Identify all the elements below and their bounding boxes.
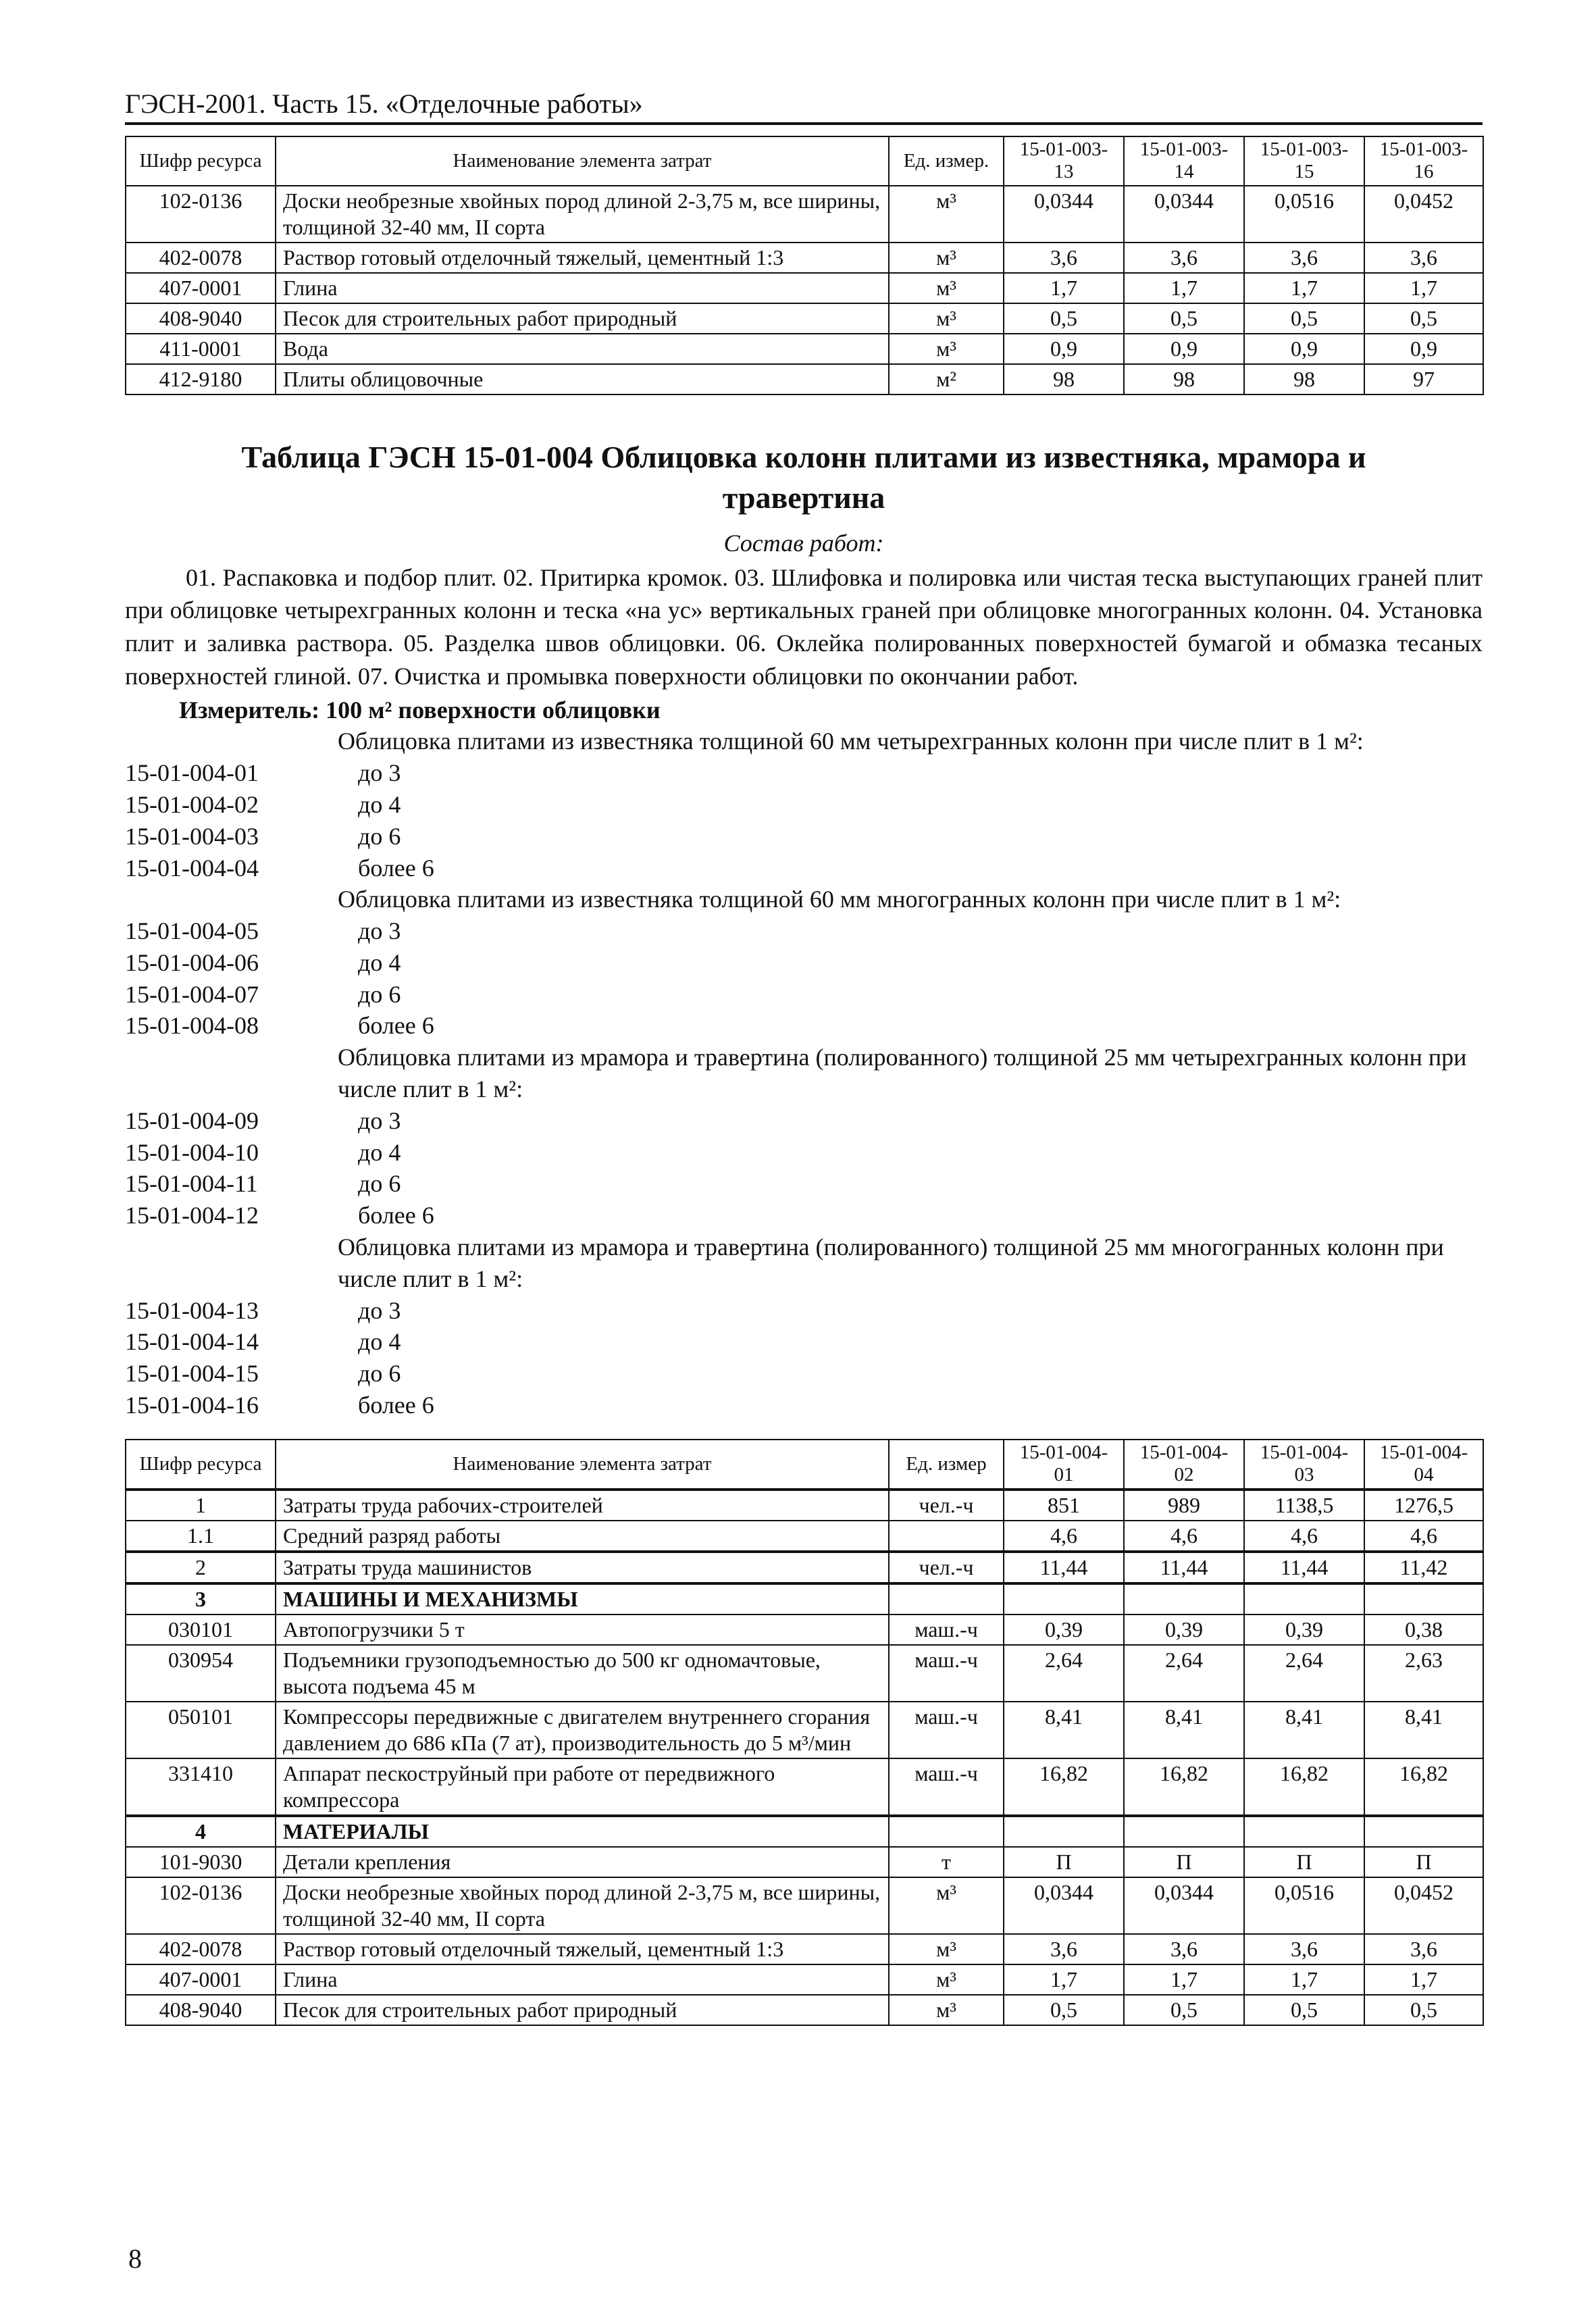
cell-value: 2,64	[1124, 1645, 1244, 1702]
cell-value: 11,44	[1244, 1552, 1364, 1583]
col-header-name: Наименование элемента затрат	[276, 136, 889, 186]
cell-unit: т	[889, 1847, 1004, 1877]
col-header-cipher: Шифр ресурса	[126, 136, 276, 186]
table-row	[126, 334, 1483, 364]
spec-item	[125, 915, 1483, 947]
table-row	[126, 303, 1483, 334]
table-row	[126, 1552, 1483, 1583]
table-row	[126, 1758, 1483, 1816]
cell-value: 1,7	[1364, 273, 1483, 303]
spec-item-value: до 3	[358, 917, 401, 945]
spec-item	[125, 1105, 1483, 1137]
spec-item-value: до 4	[358, 790, 401, 818]
cell-value: 98	[1244, 364, 1364, 395]
spec-item	[125, 1295, 1483, 1327]
cell-value: 3,6	[1364, 243, 1483, 273]
cell-value: 0,5	[1364, 1995, 1483, 2025]
col-header-code: 15-01-003-16	[1364, 136, 1483, 186]
cell-value: 0,0344	[1124, 1877, 1244, 1934]
cell-value: П	[1364, 1847, 1483, 1877]
cell-value: 16,82	[1004, 1758, 1124, 1816]
cell-value: 1276,5	[1364, 1490, 1483, 1521]
cell-cipher: 030954	[126, 1645, 276, 1702]
table-row	[126, 1583, 1483, 1615]
table-row	[126, 243, 1483, 273]
cell-value: 16,82	[1244, 1758, 1364, 1816]
spec-group-description: Облицовка плитами из известняка толщиной 60 мм четырехгранных колонн при числе плит в 1 м²:	[338, 728, 1364, 755]
cell-value: 3,6	[1364, 1934, 1483, 1964]
col-header-code: 15-01-004-03	[1244, 1440, 1364, 1490]
cell-cipher: 2	[126, 1552, 276, 1583]
cell-name: Детали крепления	[276, 1847, 889, 1877]
cell-name: Глина	[276, 1964, 889, 1995]
spec-item-value: до 3	[358, 1296, 401, 1324]
cell-cipher: 402-0078	[126, 1934, 276, 1964]
cell-unit	[889, 1521, 1004, 1552]
resource-table-2	[125, 1439, 1484, 2026]
cell-value: П	[1244, 1847, 1364, 1877]
cell-value: 0,5	[1124, 303, 1244, 334]
spec-item-value: более 6	[358, 1392, 434, 1419]
spec-group-description: Облицовка плитами из мрамора и травертина (полированного) толщиной 25 мм четырехгранных колонн при числе плит в 1 м²:	[338, 1044, 1467, 1103]
spec-item	[125, 757, 1483, 789]
cell-cipher: 101-9030	[126, 1847, 276, 1877]
cell-cipher: 102-0136	[126, 1877, 276, 1934]
table-row	[126, 1847, 1483, 1877]
cell-value: 0,38	[1364, 1615, 1483, 1645]
table-row	[126, 1934, 1483, 1964]
cell-value: 3,6	[1244, 1934, 1364, 1964]
cell-value: 1,7	[1004, 1964, 1124, 1995]
spec-item-value: до 3	[358, 1107, 401, 1134]
col-header-code: 15-01-004-01	[1004, 1440, 1124, 1490]
table-title-line: Таблица ГЭСН 15-01-004 Облицовка колонн плитами из известняка, мрамора и	[241, 439, 1366, 474]
cell-name: Затраты труда рабочих-строителей	[276, 1490, 889, 1521]
cell-name: Песок для строительных работ природный	[276, 303, 889, 334]
cell-value	[1244, 1816, 1364, 1847]
cell-value: 1,7	[1004, 273, 1124, 303]
spec-item	[125, 979, 1483, 1011]
cell-value: 0,9	[1244, 334, 1364, 364]
cell-name: Песок для строительных работ природный	[276, 1995, 889, 2025]
cell-unit	[889, 1816, 1004, 1847]
cell-value	[1124, 1583, 1244, 1615]
composition-heading: Состав работ:	[723, 529, 884, 557]
col-header-code: 15-01-003-14	[1124, 136, 1244, 186]
cell-cipher: 1	[126, 1490, 276, 1521]
table-header-row	[126, 1440, 1483, 1490]
table-row	[126, 1490, 1483, 1521]
cell-cipher: 1.1	[126, 1521, 276, 1552]
cell-unit: маш.-ч	[889, 1615, 1004, 1645]
cell-value: 0,39	[1244, 1615, 1364, 1645]
col-header-code: 15-01-004-02	[1124, 1440, 1244, 1490]
cell-unit: м³	[889, 273, 1004, 303]
cell-value: 8,41	[1124, 1702, 1244, 1758]
cell-unit: м³	[889, 334, 1004, 364]
spec-item	[125, 1326, 1483, 1358]
spec-item-value: более 6	[358, 1202, 434, 1229]
table-row	[126, 1615, 1483, 1645]
cell-unit: чел.-ч	[889, 1490, 1004, 1521]
cell-value: 98	[1124, 364, 1244, 395]
cell-value: 2,63	[1364, 1645, 1483, 1702]
cell-cipher: 407-0001	[126, 273, 276, 303]
spec-item-value: до 4	[358, 1138, 401, 1166]
spec-item-code: 15-01-004-04	[125, 854, 259, 882]
spec-item	[125, 1168, 1483, 1200]
cell-value: 1,7	[1244, 273, 1364, 303]
cell-value: 98	[1004, 364, 1124, 395]
cell-value: 1,7	[1364, 1964, 1483, 1995]
cell-value: 0,0344	[1004, 1877, 1124, 1934]
cell-name: Раствор готовый отделочный тяжелый, цементный 1:3	[276, 243, 889, 273]
cell-name: Автопогрузчики 5 т	[276, 1615, 889, 1645]
spec-item	[125, 821, 1483, 853]
cell-value	[1004, 1583, 1124, 1615]
spec-group-description: Облицовка плитами из известняка толщиной 60 мм многогранных колонн при числе плит в 1 м²:	[338, 886, 1341, 913]
spec-item	[125, 789, 1483, 821]
cell-cipher: 412-9180	[126, 364, 276, 395]
table-row	[126, 1995, 1483, 2025]
spec-item-value: до 6	[358, 1360, 401, 1388]
cell-value: 0,39	[1124, 1615, 1244, 1645]
table-row	[126, 1816, 1483, 1847]
cell-value	[1004, 1816, 1124, 1847]
cell-cipher: 408-9040	[126, 1995, 276, 2025]
cell-unit: м³	[889, 1964, 1004, 1995]
spec-list	[125, 726, 1483, 1421]
cell-unit: м³	[889, 243, 1004, 273]
spec-item	[125, 1010, 1483, 1042]
cell-value: 11,44	[1124, 1552, 1244, 1583]
cell-name: Средний разряд работы	[276, 1521, 889, 1552]
cell-value: 16,82	[1364, 1758, 1483, 1816]
cell-value: 3,6	[1124, 1934, 1244, 1964]
cell-unit: м³	[889, 1995, 1004, 2025]
cell-value: 1138,5	[1244, 1490, 1364, 1521]
cell-unit: маш.-ч	[889, 1758, 1004, 1816]
spec-item-value: до 6	[358, 1170, 401, 1198]
cell-unit: м³	[889, 1877, 1004, 1934]
table-row	[126, 1645, 1483, 1702]
cell-name: Аппарат пескоструйный при работе от передвижного компрессора	[276, 1758, 889, 1816]
spec-item-code: 15-01-004-06	[125, 948, 259, 976]
spec-item-code: 15-01-004-02	[125, 790, 259, 818]
cell-value	[1124, 1816, 1244, 1847]
cell-value: 4,6	[1364, 1521, 1483, 1552]
cell-name: Раствор готовый отделочный тяжелый, цементный 1:3	[276, 1934, 889, 1964]
col-header-code: 15-01-003-13	[1004, 136, 1124, 186]
cell-unit: м²	[889, 364, 1004, 395]
table-row	[126, 364, 1483, 395]
cell-name: МАШИНЫ И МЕХАНИЗМЫ	[276, 1583, 889, 1615]
cell-name: Доски необрезные хвойных пород длиной 2-3,75 м, все ширины, толщиной 32-40 мм, II сорта	[276, 1877, 889, 1934]
spec-item-value: более 6	[358, 1012, 434, 1040]
cell-value: 97	[1364, 364, 1483, 395]
resource-table-1	[125, 136, 1484, 395]
cell-value: 0,9	[1004, 334, 1124, 364]
table-row	[126, 273, 1483, 303]
table-title-line: травертина	[722, 480, 885, 515]
cell-name: Вода	[276, 334, 889, 364]
spec-item	[125, 853, 1483, 884]
table-row	[126, 186, 1483, 243]
cell-value: 1,7	[1244, 1964, 1364, 1995]
cell-name: Плиты облицовочные	[276, 364, 889, 395]
cell-value: 16,82	[1124, 1758, 1244, 1816]
spec-group-description: Облицовка плитами из мрамора и травертина (полированного) толщиной 25 мм многогранных колонн при числе плит в 1 м²:	[338, 1234, 1444, 1292]
cell-value: 1,7	[1124, 273, 1244, 303]
table-row	[126, 1702, 1483, 1758]
cell-unit: маш.-ч	[889, 1645, 1004, 1702]
cell-cipher: 030101	[126, 1615, 276, 1645]
table-title	[125, 437, 1483, 518]
spec-item-code: 15-01-004-10	[125, 1138, 259, 1166]
spec-item-value: до 3	[358, 759, 401, 787]
cell-name: Глина	[276, 273, 889, 303]
spec-item-value: более 6	[358, 854, 434, 882]
cell-value: 4,6	[1244, 1521, 1364, 1552]
cell-value: П	[1124, 1847, 1244, 1877]
cell-name: Компрессоры передвижные с двигателем внутреннего сгорания давлением до 686 кПа (7 ат), производительность до 5 м³/мин	[276, 1702, 889, 1758]
cell-unit	[889, 1583, 1004, 1615]
cell-value: 0,9	[1364, 334, 1483, 364]
cell-value: 0,0452	[1364, 1877, 1483, 1934]
page-number: 8	[128, 2243, 142, 2274]
spec-item	[125, 1390, 1483, 1421]
cell-value: 0,0516	[1244, 186, 1364, 243]
table-row	[126, 1964, 1483, 1995]
cell-name: МАТЕРИАЛЫ	[276, 1816, 889, 1847]
cell-value: 3,6	[1124, 243, 1244, 273]
document-page	[125, 88, 1483, 2026]
cell-value: 3,6	[1004, 243, 1124, 273]
spec-item	[125, 947, 1483, 979]
cell-value: 2,64	[1244, 1645, 1364, 1702]
col-header-cipher: Шифр ресурса	[126, 1440, 276, 1490]
cell-unit: м³	[889, 303, 1004, 334]
spec-item-value: до 6	[358, 822, 401, 850]
cell-value: 0,5	[1124, 1995, 1244, 2025]
cell-value: 2,64	[1004, 1645, 1124, 1702]
cell-value: 0,5	[1004, 303, 1124, 334]
cell-value	[1364, 1816, 1483, 1847]
spec-item	[125, 1137, 1483, 1169]
cell-cipher: 331410	[126, 1758, 276, 1816]
cell-value: 989	[1124, 1490, 1244, 1521]
cell-value: 3,6	[1004, 1934, 1124, 1964]
cell-cipher: 402-0078	[126, 243, 276, 273]
spec-item-code: 15-01-004-05	[125, 917, 259, 945]
spec-item-code: 15-01-004-03	[125, 822, 259, 850]
col-header-code: 15-01-003-15	[1244, 136, 1364, 186]
cell-value: 0,5	[1244, 1995, 1364, 2025]
cell-cipher: 050101	[126, 1702, 276, 1758]
cell-value	[1364, 1583, 1483, 1615]
cell-value: 0,0344	[1004, 186, 1124, 243]
cell-value: 0,0344	[1124, 186, 1244, 243]
cell-value: П	[1004, 1847, 1124, 1877]
spec-item-code: 15-01-004-16	[125, 1392, 259, 1419]
cell-value: 0,5	[1364, 303, 1483, 334]
spec-item-code: 15-01-004-15	[125, 1360, 259, 1388]
cell-cipher: 408-9040	[126, 303, 276, 334]
cell-value	[1244, 1583, 1364, 1615]
cell-value: 1,7	[1124, 1964, 1244, 1995]
cell-value: 0,5	[1244, 303, 1364, 334]
cell-value: 11,42	[1364, 1552, 1483, 1583]
cell-value: 8,41	[1004, 1702, 1124, 1758]
spec-item-code: 15-01-004-08	[125, 1012, 259, 1040]
table-row	[126, 1521, 1483, 1552]
cell-cipher: 3	[126, 1583, 276, 1615]
cell-cipher: 4	[126, 1816, 276, 1847]
cell-value: 8,41	[1364, 1702, 1483, 1758]
spec-item-code: 15-01-004-11	[125, 1170, 258, 1198]
cell-name: Подъемники грузоподъемностью до 500 кг одномачтовые, высота подъема 45 м	[276, 1645, 889, 1702]
cell-value: 0,5	[1004, 1995, 1124, 2025]
cell-cipher: 411-0001	[126, 334, 276, 364]
spec-item	[125, 1358, 1483, 1390]
spec-item-code: 15-01-004-09	[125, 1107, 259, 1134]
spec-item-code: 15-01-004-13	[125, 1296, 259, 1324]
spec-item-code: 15-01-004-14	[125, 1328, 259, 1356]
cell-value: 3,6	[1244, 243, 1364, 273]
cell-value: 8,41	[1244, 1702, 1364, 1758]
spec-item	[125, 1200, 1483, 1231]
cell-value: 0,0452	[1364, 186, 1483, 243]
spec-item-value: до 4	[358, 948, 401, 976]
cell-name: Затраты труда машинистов	[276, 1552, 889, 1583]
col-header-unit: Ед. измер	[889, 1440, 1004, 1490]
cell-unit: чел.-ч	[889, 1552, 1004, 1583]
cell-cipher: 407-0001	[126, 1964, 276, 1995]
cell-value: 11,44	[1004, 1552, 1124, 1583]
cell-name: Доски необрезные хвойных пород длиной 2-3,75 м, все ширины, толщиной 32-40 мм, II сорта	[276, 186, 889, 243]
cell-value: 0,0516	[1244, 1877, 1364, 1934]
measure-unit: Измеритель: 100 м² поверхности облицовки	[179, 696, 661, 724]
cell-value: 0,9	[1124, 334, 1244, 364]
cell-value: 0,39	[1004, 1615, 1124, 1645]
cell-value: 4,6	[1004, 1521, 1124, 1552]
spec-item-code: 15-01-004-12	[125, 1202, 259, 1229]
composition-text: 01. Распаковка и подбор плит. 02. Притирка кромок. 03. Шлифовка и полировка или чистая теска выступающих граней плит при облицовке четырехгранных колонн и теска «на ус» вертикальных граней при облицовке многогранных колонн. 04. Установка плит и заливка раствора. 05. Разделка швов облицовки. 06. Оклейка полированных поверхностей бумагой и обмазка тесаных поверхностей глиной. 07. Очистка и промывка поверхности облицовки по окончании работ.	[125, 563, 1483, 690]
cell-unit: м³	[889, 1934, 1004, 1964]
col-header-code: 15-01-004-04	[1364, 1440, 1483, 1490]
table-row	[126, 1877, 1483, 1934]
col-header-name: Наименование элемента затрат	[276, 1440, 889, 1490]
spec-item-value: до 6	[358, 980, 401, 1008]
spec-item-code: 15-01-004-07	[125, 980, 259, 1008]
cell-unit: маш.-ч	[889, 1702, 1004, 1758]
spec-item-value: до 4	[358, 1328, 401, 1356]
cell-cipher: 102-0136	[126, 186, 276, 243]
running-header: ГЭСН-2001. Часть 15. «Отделочные работы»	[125, 88, 1483, 125]
table-header-row	[126, 136, 1483, 186]
col-header-unit: Ед. измер.	[889, 136, 1004, 186]
cell-unit: м³	[889, 186, 1004, 243]
spec-item-code: 15-01-004-01	[125, 759, 259, 787]
cell-value: 4,6	[1124, 1521, 1244, 1552]
cell-value: 851	[1004, 1490, 1124, 1521]
